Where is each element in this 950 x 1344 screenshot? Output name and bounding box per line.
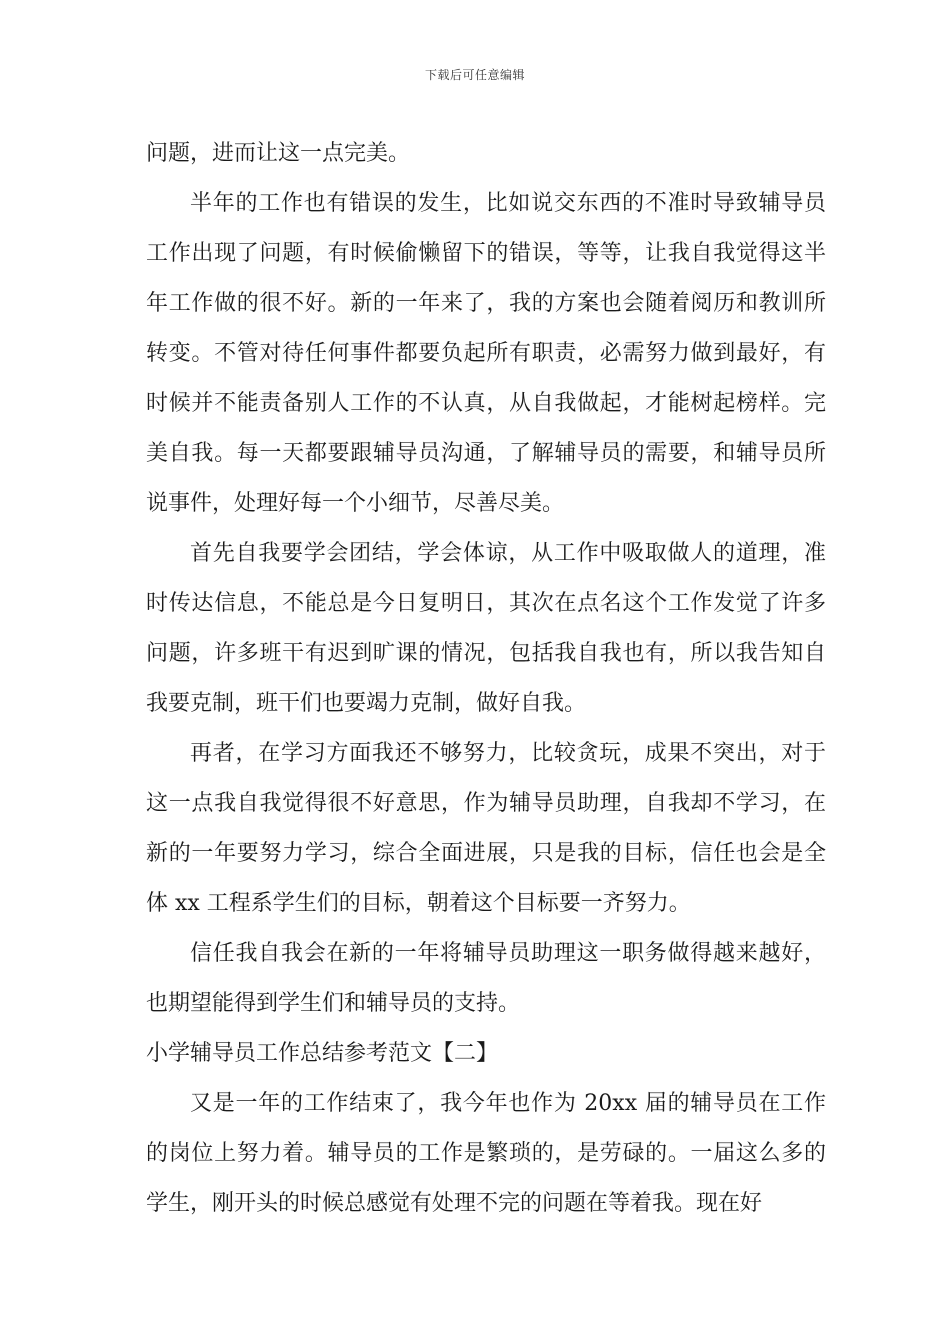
paragraph-mistakes: 半年的工作也有错误的发生，比如说交东西的不准时导致辅导员工作出现了问题，有时候偷懒留下的错误，等等，让我自我觉得这半年工作做的很不好。新的一年来了，我的方案也会随着阅历和教训所转变。不管对待任何事件都要负起所有职责，必需努力做到最好，有时候并不能责备别人工作的不认真，从自我做起，才能树起榜样。完美自我。每一天都要跟辅导员沟通，了解辅导员的需要，和辅导员所说事件，处理好每一个小细节，尽善尽美。 [146,191,826,516]
paragraph-closing: 信任我自我会在新的一年将辅导员助理这一职务做得越来越好，也期望能得到学生们和辅导员的支持。 [146,941,826,1016]
paragraph-continuation: 问题，进而让这一点完美。 [146,141,411,166]
paragraph-new-year: 又是一年的工作结束了，我今年也作为 20xx 届的辅导员在工作的岗位上努力着。辅导员的工作是繁琐的，是劳碌的。一届这么多的学生，刚开头的时候总感觉有处理不完的问题在等着我。现在好 [146,1091,826,1216]
paragraph-study: 再者，在学习方面我还不够努力，比较贪玩，成果不突出，对于这一点我自我觉得很不好意思，作为辅导员助理，自我却不学习，在新的一年要努力学习，综合全面进展，只是我的目标，信任也会是全体 xx 工程系学生们的目标，朝着这个目标要一齐努力。 [146,741,826,916]
section-heading: 小学辅导员工作总结参考范文【二】 [146,1041,499,1066]
page-header: 下载后可任意编辑 [424,68,525,82]
document-body [146,129,826,1229]
paragraph-unity: 首先自我要学会团结，学会体谅，从工作中吸取做人的道理，准时传达信息，不能总是今日复明日，其次在点名这个工作发觉了许多问题，许多班干有迟到旷课的情况，包括我自我也有，所以我告知自我要克制，班干们也要竭力克制，做好自我。 [146,541,826,716]
